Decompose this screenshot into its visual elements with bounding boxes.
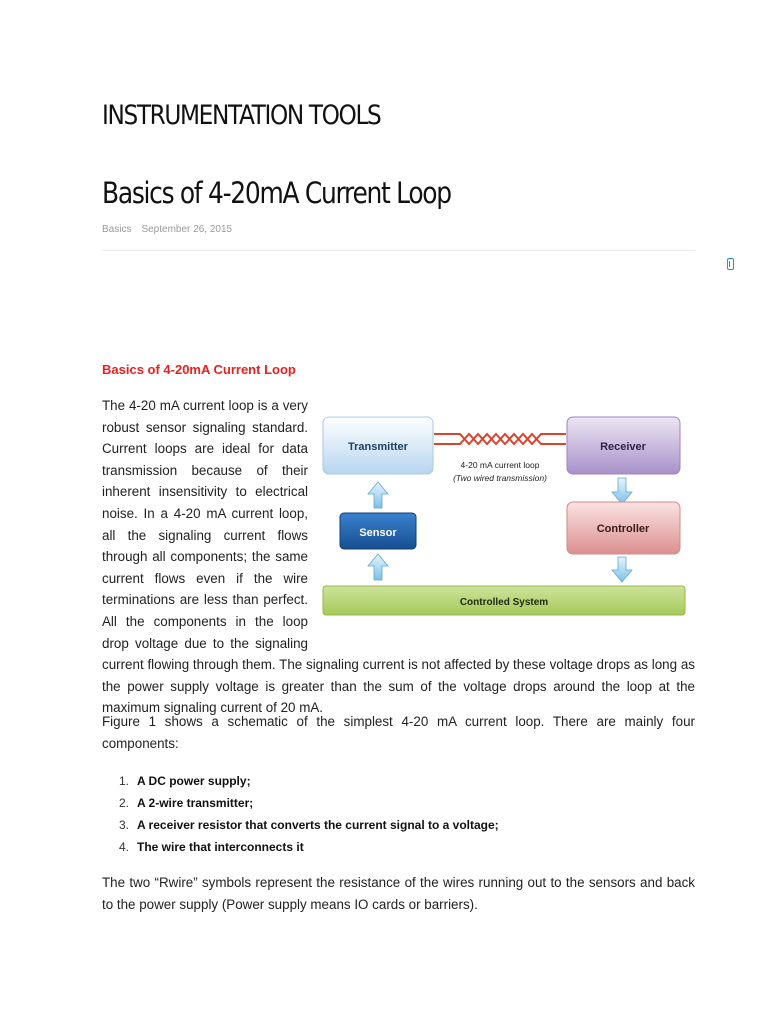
external-link-icon[interactable] xyxy=(727,258,734,270)
list-item xyxy=(102,770,499,792)
current-loop-figure xyxy=(322,416,695,642)
site-title[interactable]: INSTRUMENTATION TOOLS xyxy=(102,100,381,131)
list-item-text: The wire that interconnects it xyxy=(137,840,304,854)
loop-sublabel: (Two wired transmission) xyxy=(453,473,547,483)
list-item-number: 4. xyxy=(119,840,130,854)
twisted-wire-pair xyxy=(434,434,566,444)
controller-label: Controller xyxy=(596,523,650,535)
current-loop-diagram xyxy=(322,416,695,642)
controlled-system-label: Controlled System xyxy=(459,597,549,608)
list-item xyxy=(102,814,499,836)
section-heading: Basics of 4-20mA Current Loop xyxy=(102,362,296,377)
list-item-number: 3. xyxy=(119,818,130,832)
intro-text: The 4-20 mA current loop is a very robust sensor signaling standard. Current loops are ideal for data transmission because of their inherent insensitivity to electrical noise. In a 4-20 mA current loop, all the signaling current flows through all components; the same current flows even if the wire terminations are less than perfect. All the components in the loop drop voltage due to the signaling current flowing through them. The signaling current is not affected by these voltage drops as long as the power supply voltage is greater than the sum of the voltage drops around the loop at the maximum signaling current of 20 mA. xyxy=(102,398,695,716)
list-item-text: A receiver resistor that converts the current signal to a voltage; xyxy=(137,818,499,832)
rwire-paragraph: The two “Rwire” symbols represent the resistance of the wires running out to the sensors and back to the power supply (Power supply means IO cards or barriers). xyxy=(102,875,695,912)
components-intro: Figure 1 shows a schematic of the simplest 4-20 mA current loop. There are mainly four components: xyxy=(102,714,695,751)
intro-paragraph xyxy=(102,395,695,719)
meta-divider xyxy=(102,250,695,251)
post-date: September 26, 2015 xyxy=(141,224,233,235)
receiver-box xyxy=(567,417,680,474)
controlled-system-bar xyxy=(323,586,685,615)
sensor-box xyxy=(340,513,416,549)
list-item-text: A DC power supply; xyxy=(137,774,251,788)
list-item-number: 2. xyxy=(119,796,130,810)
arrow-down-icon xyxy=(612,557,632,582)
list-item-text: A 2-wire transmitter; xyxy=(137,796,254,810)
transmitter-box xyxy=(323,417,433,474)
list-item-number: 1. xyxy=(119,774,130,788)
loop-label: 4-20 mA current loop xyxy=(460,460,540,470)
components-list xyxy=(102,770,499,858)
arrow-up-icon xyxy=(368,482,388,508)
post-category-link[interactable]: Basics xyxy=(102,224,132,235)
list-item xyxy=(102,792,499,814)
list-item xyxy=(102,836,499,858)
post-meta xyxy=(102,224,232,235)
arrow-up-icon xyxy=(368,554,388,580)
receiver-label: Receiver xyxy=(600,441,646,453)
arrow-down-icon xyxy=(612,478,632,504)
transmitter-label: Transmitter xyxy=(348,441,408,453)
sensor-label: Sensor xyxy=(359,527,397,539)
controller-box xyxy=(567,502,680,554)
post-title: Basics of 4-20mA Current Loop xyxy=(102,176,451,210)
